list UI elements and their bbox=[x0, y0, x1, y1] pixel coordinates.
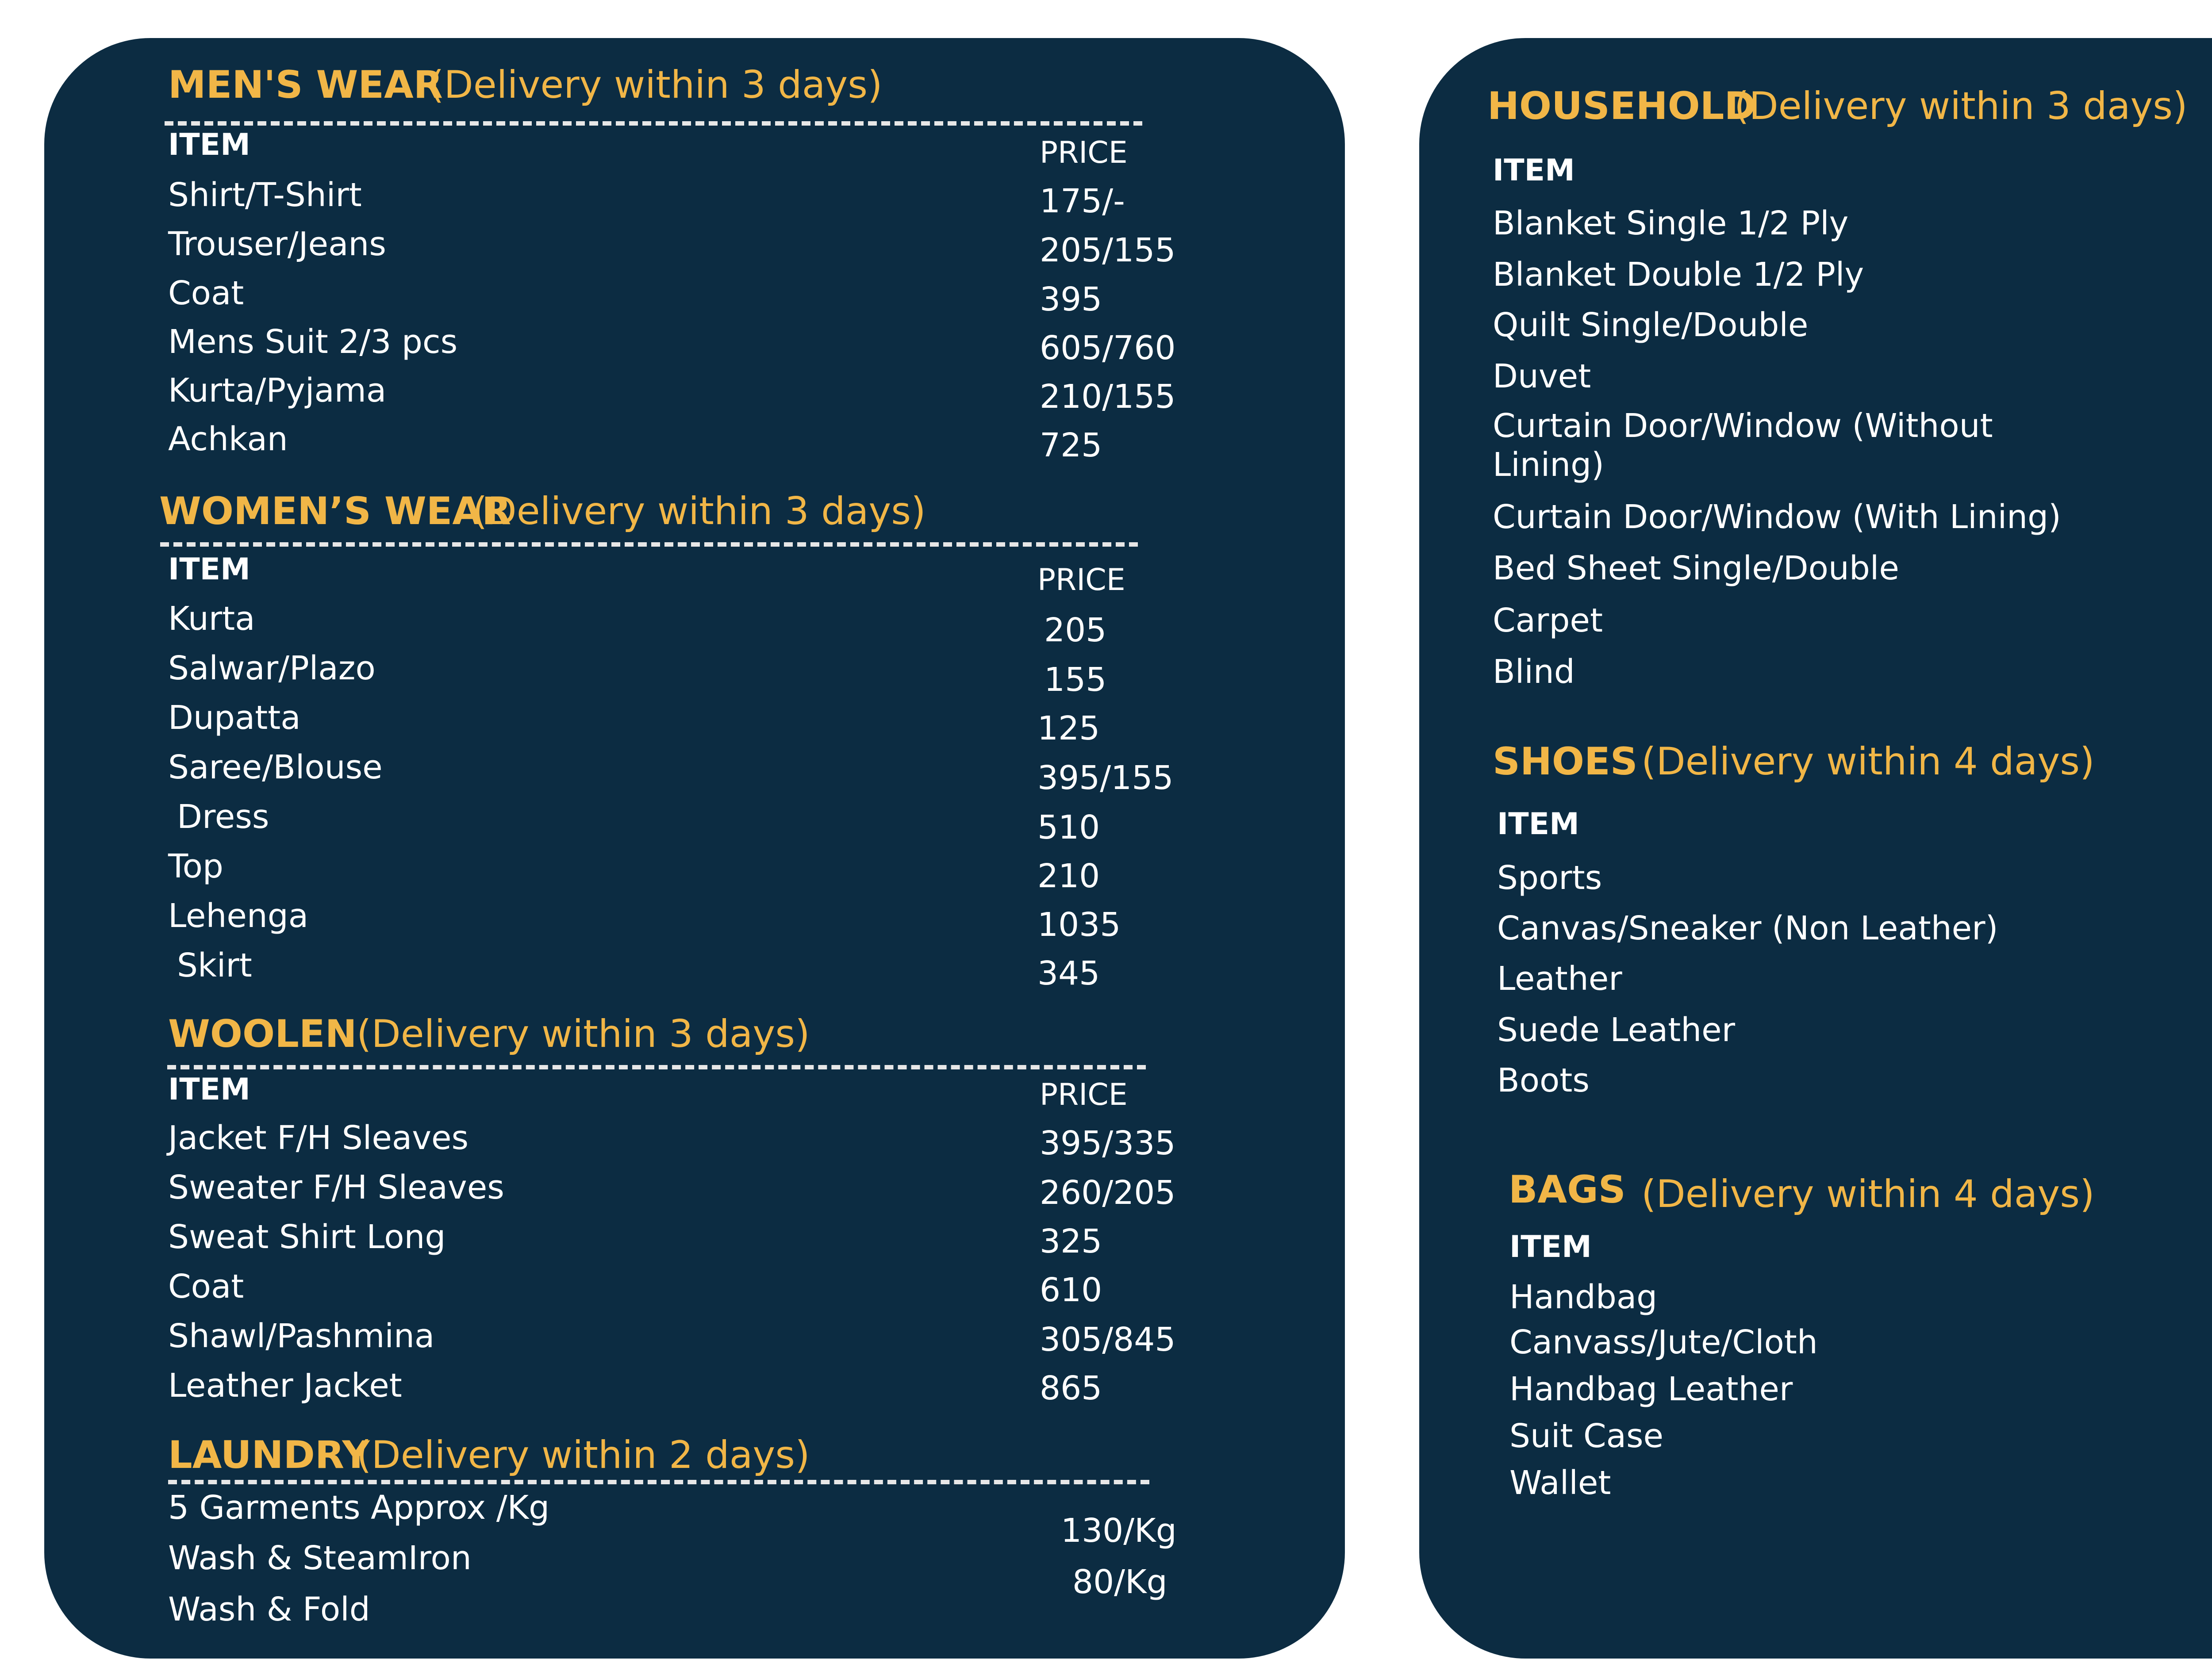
list-item: Suede Leather bbox=[1497, 1011, 1736, 1049]
list-item: Bed Sheet Single/Double bbox=[1493, 549, 1899, 587]
list-item: Curtain Door/Window (With Lining) bbox=[1493, 498, 2061, 536]
item-price: 210 bbox=[1037, 857, 1100, 895]
shoes-title: SHOES bbox=[1493, 739, 1638, 784]
mens-wear-title: MEN'S WEAR bbox=[168, 63, 443, 107]
list-item: Coat bbox=[168, 274, 244, 312]
list-item: Achkan bbox=[168, 420, 288, 458]
list-item: Duvet bbox=[1493, 357, 1591, 395]
list-item: Wallet bbox=[1509, 1464, 1611, 1502]
list-item: Sweat Shirt Long bbox=[168, 1218, 446, 1256]
list-item: Quilt Single/Double bbox=[1493, 306, 1809, 344]
item-price: 205 bbox=[1044, 611, 1107, 649]
list-item: Wash & SteamIron bbox=[168, 1539, 472, 1577]
list-item: Kurta bbox=[168, 600, 255, 638]
list-item: Dress bbox=[177, 798, 269, 836]
list-item: Lehenga bbox=[168, 897, 309, 935]
shoes-delivery-note: (Delivery within 4 days) bbox=[1641, 739, 2095, 784]
mens-wear-divider bbox=[165, 121, 1142, 126]
mens-price-header: PRICE bbox=[1040, 135, 1128, 170]
item-price: 260/205 bbox=[1040, 1174, 1176, 1212]
item-price: 210/155 bbox=[1040, 378, 1176, 416]
household-item-header: ITEM bbox=[1493, 153, 1575, 188]
list-item: Curtain Door/Window (Without bbox=[1493, 407, 1993, 445]
item-price: 605/760 bbox=[1040, 329, 1176, 367]
item-price: 725 bbox=[1040, 426, 1102, 464]
list-item: Top bbox=[168, 847, 223, 885]
item-price: 865 bbox=[1040, 1369, 1102, 1407]
item-price: 345 bbox=[1037, 954, 1100, 992]
womens-wear-divider bbox=[160, 542, 1138, 547]
item-price: 1035 bbox=[1037, 906, 1121, 944]
item-price: 175/- bbox=[1040, 182, 1125, 220]
item-price: 155 bbox=[1044, 661, 1107, 699]
list-item: Skirt bbox=[177, 946, 252, 985]
item-price: 305/845 bbox=[1040, 1321, 1176, 1359]
list-item: Leather bbox=[1497, 960, 1622, 998]
item-price: 130/Kg bbox=[1061, 1512, 1177, 1550]
list-item: Sports bbox=[1497, 859, 1602, 897]
womens-wear-delivery-note: (Delivery within 3 days) bbox=[472, 489, 926, 533]
list-item: Canvas/Sneaker (Non Leather) bbox=[1497, 909, 1998, 947]
list-item: Wash & Fold bbox=[168, 1590, 370, 1628]
list-item: Jacket F/H Sleaves bbox=[168, 1119, 469, 1157]
bags-delivery-note: (Delivery within 4 days) bbox=[1641, 1172, 2095, 1216]
list-item: Sweater F/H Sleaves bbox=[168, 1168, 504, 1207]
item-price: 80/Kg bbox=[1072, 1563, 1167, 1601]
list-item: Blanket Double 1/2 Ply bbox=[1493, 256, 1864, 294]
list-item: 5 Garments Approx /Kg bbox=[168, 1489, 550, 1527]
womens-wear-title: WOMEN’S WEAR bbox=[159, 489, 511, 533]
list-item: Leather Jacket bbox=[168, 1367, 402, 1405]
household-delivery-note: (Delivery within 3 days) bbox=[1734, 84, 2188, 128]
mens-item-header: ITEM bbox=[168, 127, 250, 162]
list-item: Mens Suit 2/3 pcs bbox=[168, 323, 458, 361]
list-item: Coat bbox=[168, 1268, 244, 1306]
item-price: 205/155 bbox=[1040, 231, 1176, 269]
bags-title: BAGS bbox=[1509, 1168, 1626, 1212]
list-item: Boots bbox=[1497, 1061, 1590, 1100]
list-item: Blanket Single 1/2 Ply bbox=[1493, 204, 1849, 242]
womens-price-header: PRICE bbox=[1037, 563, 1125, 598]
list-item: Handbag bbox=[1509, 1278, 1658, 1316]
woolen-price-header: PRICE bbox=[1040, 1077, 1128, 1112]
list-item: Shirt/T-Shirt bbox=[168, 176, 362, 214]
list-item: Saree/Blouse bbox=[168, 748, 383, 786]
laundry-divider bbox=[168, 1480, 1149, 1484]
item-price: 395/335 bbox=[1040, 1124, 1176, 1162]
household-title: HOUSEHOLD bbox=[1487, 84, 1756, 128]
item-price: 125 bbox=[1037, 709, 1100, 747]
item-price: 395/155 bbox=[1037, 759, 1174, 797]
list-item: Dupatta bbox=[168, 699, 301, 737]
item-price: 610 bbox=[1040, 1271, 1102, 1309]
item-price: 325 bbox=[1040, 1222, 1102, 1260]
laundry-delivery-note: (Delivery within 2 days) bbox=[357, 1433, 810, 1477]
woolen-title: WOOLEN bbox=[168, 1012, 357, 1056]
list-item: Handbag Leather bbox=[1509, 1370, 1793, 1408]
list-item-continued: Lining) bbox=[1493, 446, 1604, 484]
list-item: Shawl/Pashmina bbox=[168, 1317, 435, 1355]
shoes-item-header: ITEM bbox=[1497, 807, 1579, 842]
list-item: Canvass/Jute/Cloth bbox=[1509, 1323, 1818, 1361]
list-item: Trouser/Jeans bbox=[168, 225, 386, 263]
item-price: 395 bbox=[1040, 280, 1102, 318]
list-item: Salwar/Plazo bbox=[168, 649, 376, 687]
womens-item-header: ITEM bbox=[168, 552, 250, 587]
mens-wear-delivery-note: (Delivery within 3 days) bbox=[429, 63, 883, 107]
item-price: 510 bbox=[1037, 808, 1100, 847]
laundry-title: LAUNDRY bbox=[168, 1433, 370, 1477]
list-item: Suit Case bbox=[1509, 1417, 1664, 1455]
bags-item-header: ITEM bbox=[1509, 1230, 1592, 1264]
list-item: Blind bbox=[1493, 653, 1575, 691]
woolen-delivery-note: (Delivery within 3 days) bbox=[357, 1012, 810, 1056]
list-item: Kurta/Pyjama bbox=[168, 372, 387, 410]
woolen-divider bbox=[167, 1065, 1146, 1069]
woolen-item-header: ITEM bbox=[168, 1072, 250, 1107]
list-item: Carpet bbox=[1493, 601, 1603, 640]
